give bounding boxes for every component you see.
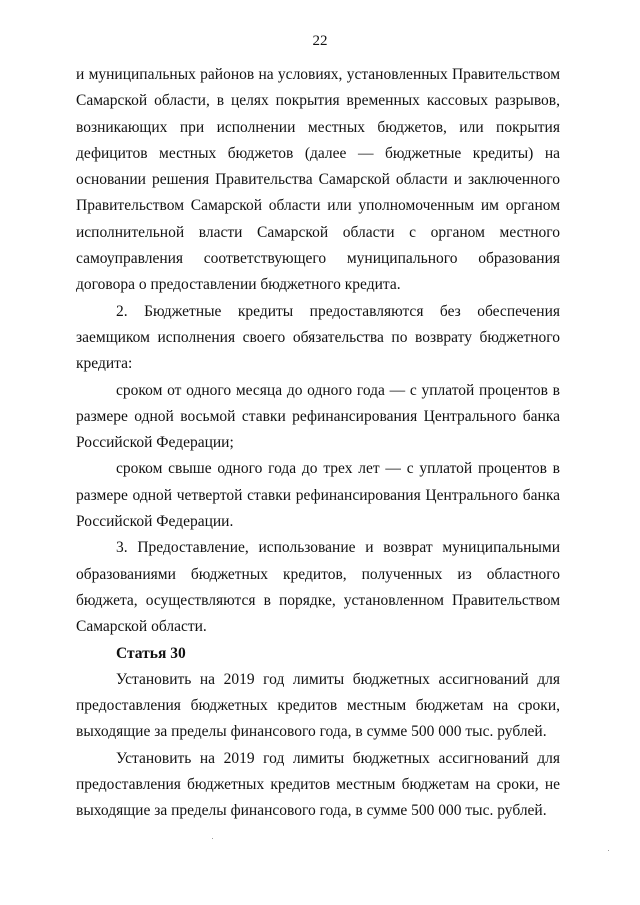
article-paragraph-beyond-fiscal-year: Установить на 2019 год лимиты бюджетных ассигнований для предоставления бюджетных кредитов местным бюджетам на сроки, выходящие за пределы финансового года, в сумме 500 000 тыс. рублей. bbox=[76, 670, 560, 741]
document-body bbox=[76, 62, 560, 825]
paragraph-term-one-to-three-years: сроком свыше одного года до трех лет — с уплатой процентов в размере одной четвертой ставки рефинансирования Центрального банка Российской Федерации. bbox=[76, 460, 560, 531]
scan-speck bbox=[608, 850, 609, 851]
scan-speck bbox=[212, 838, 213, 839]
paragraph-continuation: и муниципальных районов на условиях, установленных Правительством Самарской области, в целях покрытия временных кассовых разрывов, возникающих при исполнении местных бюджетов, или покрытия дефицитов местных бюджетов (далее — бюджетные кредиты) на основании решения Правительства Самарской области и заключенного Правительством Самарской области или уполномоченным им органом исполнительной власти Самарской области с органом местного самоуправления соответствующего муниципального образования договора о предоставлении бюджетного кредита. bbox=[76, 66, 560, 294]
article-heading: Статья 30 bbox=[116, 644, 186, 662]
article-paragraph-within-fiscal-year: Установить на 2019 год лимиты бюджетных ассигнований для предоставления бюджетных кредитов местным бюджетам на сроки, не выходящие за пределы финансового года, в сумме 500 000 тыс. рублей. bbox=[76, 749, 560, 820]
paragraph-term-up-to-one-year: сроком от одного месяца до одного года — с уплатой процентов в размере одной восьмой ставки рефинансирования Центрального банка Российской Федерации; bbox=[76, 381, 560, 452]
paragraph-clause-3: 3. Предоставление, использование и возврат муниципальными образованиями бюджетных кредитов, полученных из областного бюджета, осуществляются в порядке, установленном Правительством Самарской области. bbox=[76, 539, 560, 636]
paragraph-clause-2: 2. Бюджетные кредиты предоставляются без обеспечения заемщиком исполнения своего обязательства по возврату бюджетного кредита: bbox=[76, 302, 560, 373]
page-number: 22 bbox=[312, 33, 328, 49]
